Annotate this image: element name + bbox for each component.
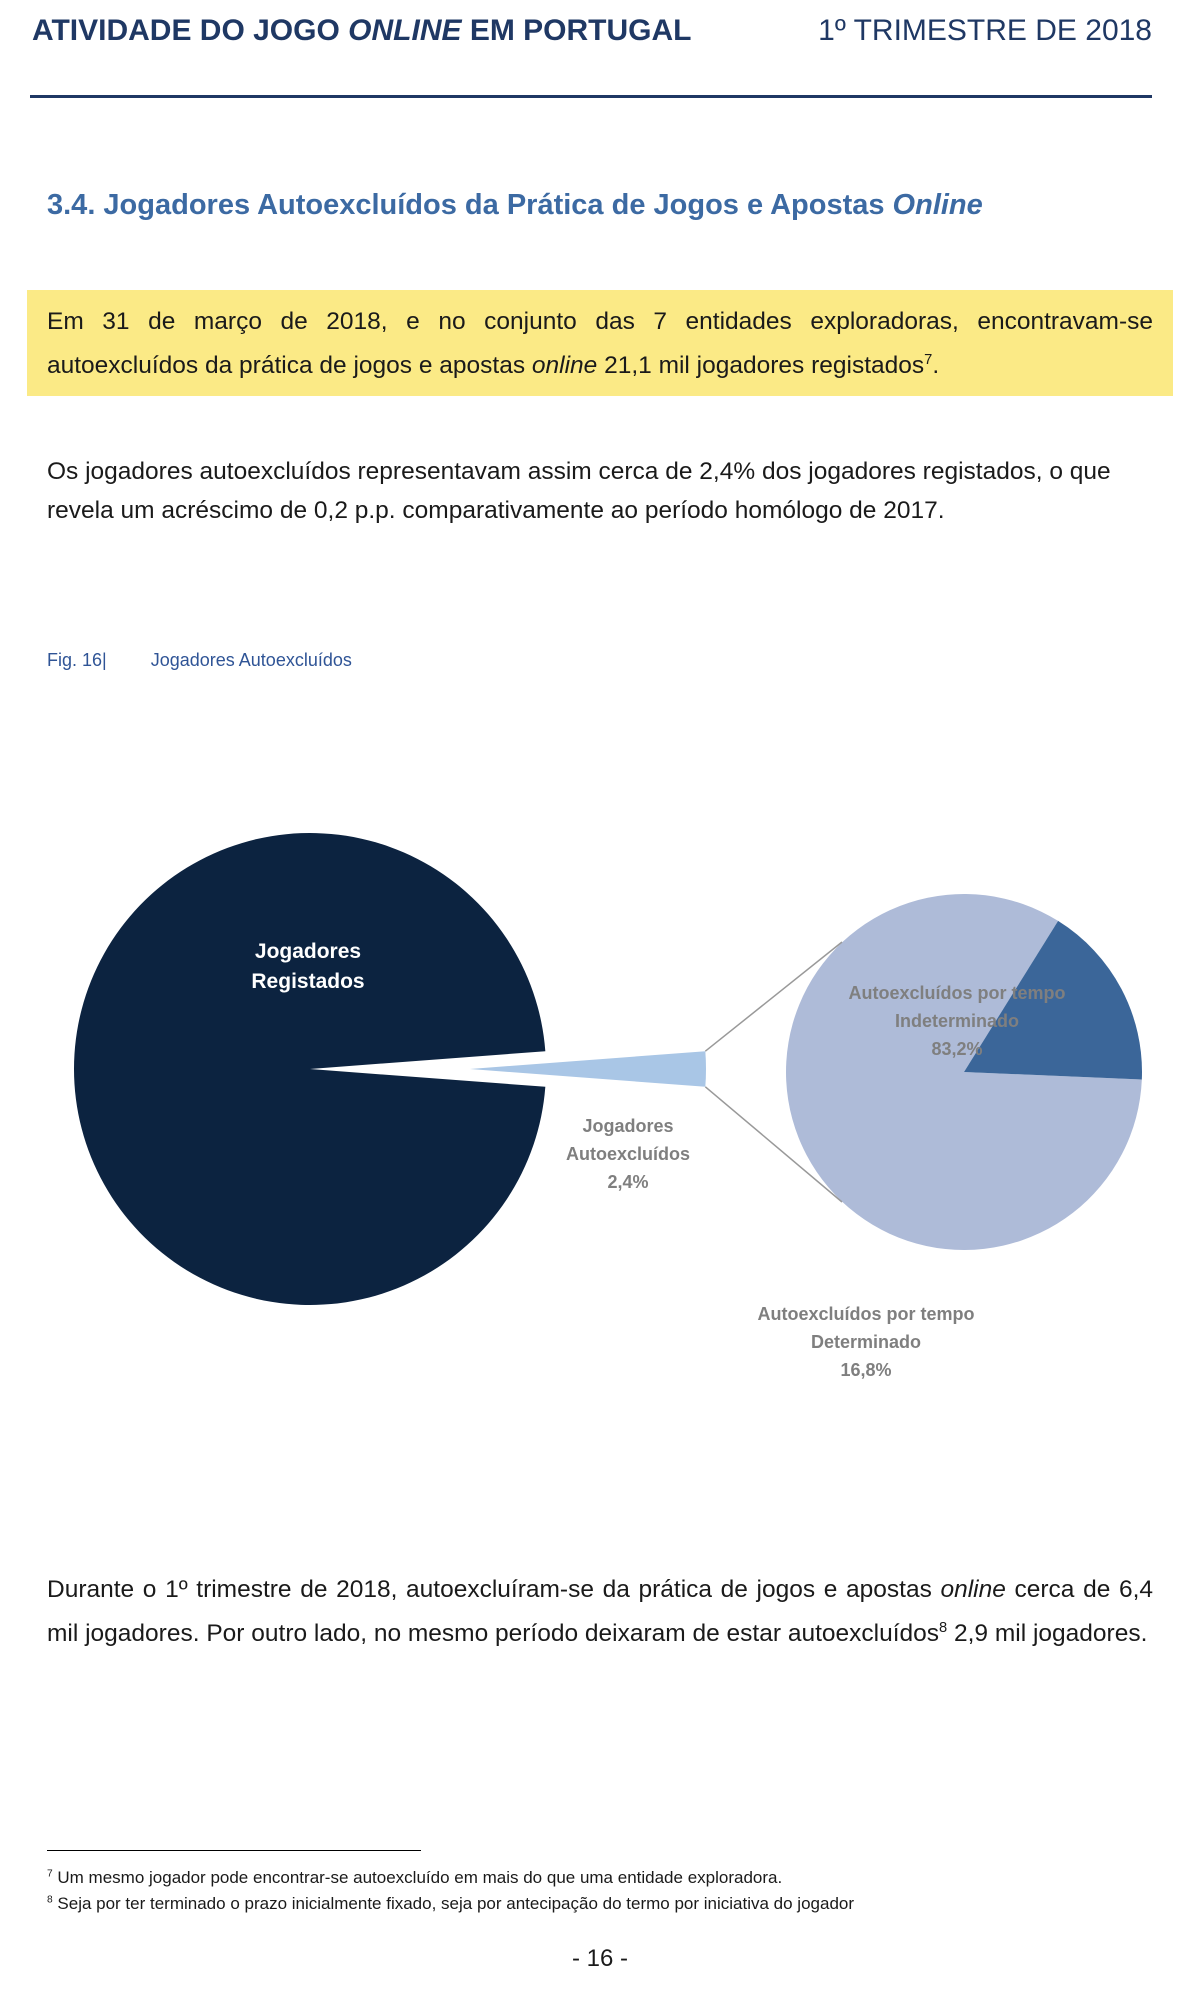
label-autoexcl-pct: 2,4% bbox=[607, 1172, 649, 1192]
page-number: - 16 - bbox=[571, 1945, 628, 1972]
label-indet-pct: 83,2% bbox=[931, 1039, 983, 1059]
header-divider bbox=[30, 95, 1152, 98]
label-autoexcl-l2: Autoexcluídos bbox=[565, 1144, 691, 1164]
pie-slice-autoexcluidos bbox=[470, 1051, 706, 1087]
label-autoexcl-l1: Jogadores bbox=[582, 1116, 674, 1136]
highlight-box bbox=[27, 290, 1173, 396]
footnote-8: $^8$ Seja por ter terminado o prazo inicialmente fixado, seja por antecipação do termo por iniciativa do jogador bbox=[47, 1894, 855, 1913]
figure-title: Jogadores Autoexcluídos bbox=[150, 650, 352, 670]
label-det-pct: 16,8% bbox=[840, 1360, 892, 1380]
section-title: 3.4. Jogadores Autoexcluídos da Prática de Jogos e Apostas Online bbox=[47, 189, 983, 221]
page-header bbox=[32, 14, 1152, 54]
header-period: 1º TRIMESTRE DE 2018 bbox=[818, 14, 1152, 47]
footnote-7: $^7$ Um mesmo jogador pode encontrar-se autoexcluído em mais do que uma entidade exploradora. bbox=[47, 1868, 783, 1887]
footnote-ref[interactable]: 7 bbox=[924, 352, 933, 368]
figure-number: Fig. 16| bbox=[47, 650, 107, 670]
footnote-divider bbox=[47, 1850, 421, 1851]
label-det-l2: Determinado bbox=[810, 1332, 922, 1352]
header-title: ATIVIDADE DO JOGO ONLINE EM PORTUGAL bbox=[32, 14, 692, 47]
label-det-l1: Autoexcluídos por tempo bbox=[757, 1304, 975, 1324]
label-registados-l1: Jogadores bbox=[254, 940, 362, 963]
paragraph-2: Durante o 1º trimestre de 2018, autoexcluíram-se da prática de jogos e apostas online cerca de 6,4 mil jogadores. Por outro lado, no mesmo período deixaram de estar autoexcluídos$^8$ 2,9 mil jogadores. bbox=[47, 1576, 1154, 1648]
label-indet-l1: Autoexcluídos por tempo bbox=[848, 983, 1066, 1003]
label-registados-l2: Registados bbox=[251, 970, 365, 993]
label-indet-l2: Indeterminado bbox=[894, 1011, 1020, 1031]
pie-chart-figure bbox=[0, 780, 1200, 1400]
figure-caption bbox=[47, 650, 352, 671]
paragraph-1: Os jogadores autoexcluídos representavam assim cerca de 2,4% dos jogadores registados, o que revela um acréscimo de 0,2 p.p. comparativamente ao período homólogo de 2017. bbox=[47, 458, 1111, 524]
pie-chart-svg bbox=[0, 780, 1200, 1400]
highlight-text: Em 31 de março de 2018, e no conjunto das 7 entidades exploradoras, encontravam-se autoexcluídos da prática de jogos e apostas online 21,1 mil jogadores registados$^7$. bbox=[47, 308, 1153, 380]
footnote-ref[interactable]: 8 bbox=[939, 1620, 948, 1636]
